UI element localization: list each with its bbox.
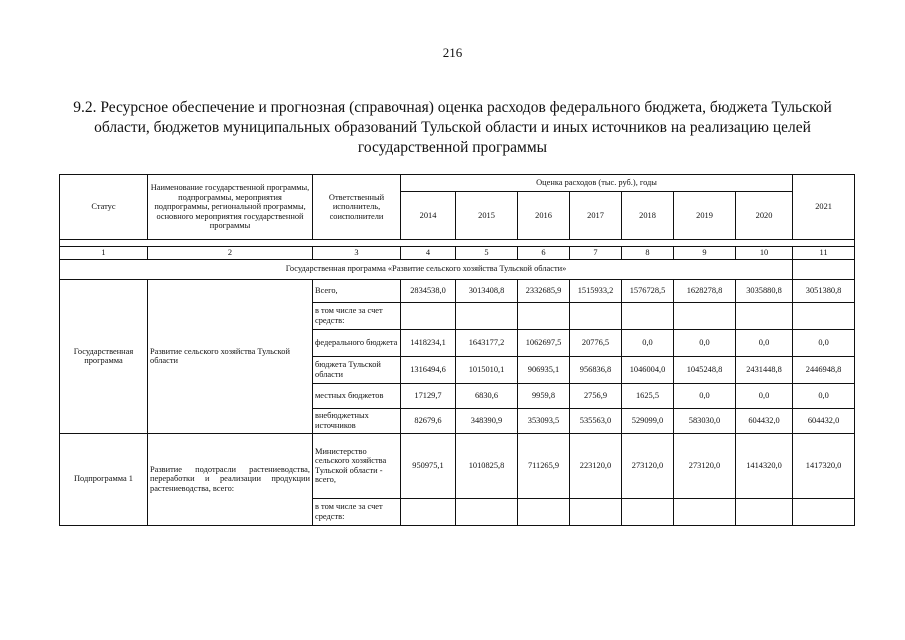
value-cell: 9959,8 [518, 383, 570, 408]
value-cell [736, 302, 793, 329]
value-cell: 583030,0 [674, 408, 736, 433]
subprogram-status: Подпрограмма 1 [60, 433, 148, 525]
column-number: 3 [313, 247, 401, 260]
subprogram-name: Развитие подотрасли растениеводства, переработки и реализации продукции растениеводства, всего: [148, 433, 313, 525]
value-cell [456, 498, 518, 525]
page-number: 216 [442, 45, 463, 60]
value-cell: 2446948,8 [793, 356, 855, 383]
program-name: Развитие сельского хозяйства Тульской области [148, 279, 313, 433]
value-cell [674, 498, 736, 525]
row-label: в том числе за счет средств: [313, 302, 401, 329]
column-number: 8 [622, 247, 674, 260]
header-year-2017: 2017 [570, 192, 622, 240]
value-cell: 535563,0 [570, 408, 622, 433]
value-cell [518, 498, 570, 525]
row-label: Министерство сельского хозяйства Тульской области - всего, [313, 433, 401, 498]
value-cell: 273120,0 [622, 433, 674, 498]
value-cell [793, 498, 855, 525]
value-cell: 1010825,8 [456, 433, 518, 498]
row-label: бюджета Тульской области [313, 356, 401, 383]
column-number: 2 [148, 247, 313, 260]
value-cell: 273120,0 [674, 433, 736, 498]
value-cell [570, 498, 622, 525]
header-row [60, 175, 855, 192]
header-year-2016: 2016 [518, 192, 570, 240]
value-cell: 3051380,8 [793, 279, 855, 302]
value-cell: 1414320,0 [736, 433, 793, 498]
column-number: 9 [674, 247, 736, 260]
table-row [60, 279, 855, 302]
value-cell [401, 302, 456, 329]
value-cell: 2834538,0 [401, 279, 456, 302]
value-cell [736, 498, 793, 525]
value-cell [793, 302, 855, 329]
value-cell: 1045248,8 [674, 356, 736, 383]
value-cell: 0,0 [793, 383, 855, 408]
value-cell: 6830,6 [456, 383, 518, 408]
document-title: 9.2. Ресурсное обеспечение и прогнозная (справочная) оценка расходов федерального бюджета, бюджета Тульской области, бюджетов муниципальных образований Тульской области и иных источников на реализацию целей государственной программы [73, 99, 832, 156]
row-label: в том числе за счет средств: [313, 498, 401, 525]
value-cell: 2431448,8 [736, 356, 793, 383]
value-cell [456, 302, 518, 329]
value-cell: 1576728,5 [622, 279, 674, 302]
header-estimate-group: Оценка расходов (тыс. руб.), годы [401, 175, 793, 192]
value-cell: 0,0 [793, 329, 855, 356]
value-cell: 1625,5 [622, 383, 674, 408]
column-numbers-row [60, 247, 855, 260]
program-status: Государственная программа [60, 279, 148, 433]
row-label: внебюджетных источников [313, 408, 401, 433]
header-status: Статус [60, 175, 148, 240]
value-cell: 1046004,0 [622, 356, 674, 383]
value-cell: 348390,9 [456, 408, 518, 433]
value-cell: 956836,8 [570, 356, 622, 383]
header-year-2019: 2019 [674, 192, 736, 240]
value-cell: 711265,9 [518, 433, 570, 498]
section-row [60, 259, 855, 279]
value-cell [674, 302, 736, 329]
header-year-2018: 2018 [622, 192, 674, 240]
value-cell: 2756,9 [570, 383, 622, 408]
column-number: 11 [793, 247, 855, 260]
column-number: 6 [518, 247, 570, 260]
row-label: Всего, [313, 279, 401, 302]
value-cell [622, 302, 674, 329]
value-cell: 1062697,5 [518, 329, 570, 356]
value-cell: 17129,7 [401, 383, 456, 408]
value-cell: 1628278,8 [674, 279, 736, 302]
header-year-2014: 2014 [401, 192, 456, 240]
value-cell [518, 302, 570, 329]
value-cell: 604432,0 [736, 408, 793, 433]
column-number: 10 [736, 247, 793, 260]
value-cell [622, 498, 674, 525]
value-cell: 0,0 [674, 383, 736, 408]
value-cell: 1316494,6 [401, 356, 456, 383]
value-cell: 0,0 [622, 329, 674, 356]
header-year-2020: 2020 [736, 192, 793, 240]
value-cell: 0,0 [674, 329, 736, 356]
column-number: 5 [456, 247, 518, 260]
section-title: Государственная программа «Развитие сельского хозяйства Тульской области» [60, 259, 793, 279]
value-cell [401, 498, 456, 525]
column-number: 4 [401, 247, 456, 260]
value-cell: 1515933,2 [570, 279, 622, 302]
value-cell: 353093,5 [518, 408, 570, 433]
value-cell: 20776,5 [570, 329, 622, 356]
column-number: 1 [60, 247, 148, 260]
value-cell: 1418234,1 [401, 329, 456, 356]
value-cell: 1417320,0 [793, 433, 855, 498]
header-responsible: Ответственный исполнитель, соисполнители [313, 175, 401, 240]
value-cell: 604432,0 [793, 408, 855, 433]
value-cell: 950975,1 [401, 433, 456, 498]
value-cell: 906935,1 [518, 356, 570, 383]
value-cell [570, 302, 622, 329]
value-cell: 82679,6 [401, 408, 456, 433]
value-cell: 2332685,9 [518, 279, 570, 302]
column-number: 7 [570, 247, 622, 260]
header-year-2015: 2015 [456, 192, 518, 240]
table-row [60, 433, 855, 498]
value-cell: 1015010,1 [456, 356, 518, 383]
header-year-2021: 2021 [793, 175, 855, 240]
header-program-name: Наименование государственной программы, подпрограммы, мероприятия подпрограммы, региональной программы, основного мероприятия государственной программы [148, 175, 313, 240]
value-cell: 0,0 [736, 329, 793, 356]
value-cell: 3013408,8 [456, 279, 518, 302]
value-cell: 223120,0 [570, 433, 622, 498]
row-label: федерального бюджета [313, 329, 401, 356]
value-cell: 1643177,2 [456, 329, 518, 356]
value-cell: 0,0 [736, 383, 793, 408]
value-cell: 3035880,8 [736, 279, 793, 302]
row-label: местных бюджетов [313, 383, 401, 408]
value-cell: 529099,0 [622, 408, 674, 433]
budget-table [59, 174, 855, 526]
